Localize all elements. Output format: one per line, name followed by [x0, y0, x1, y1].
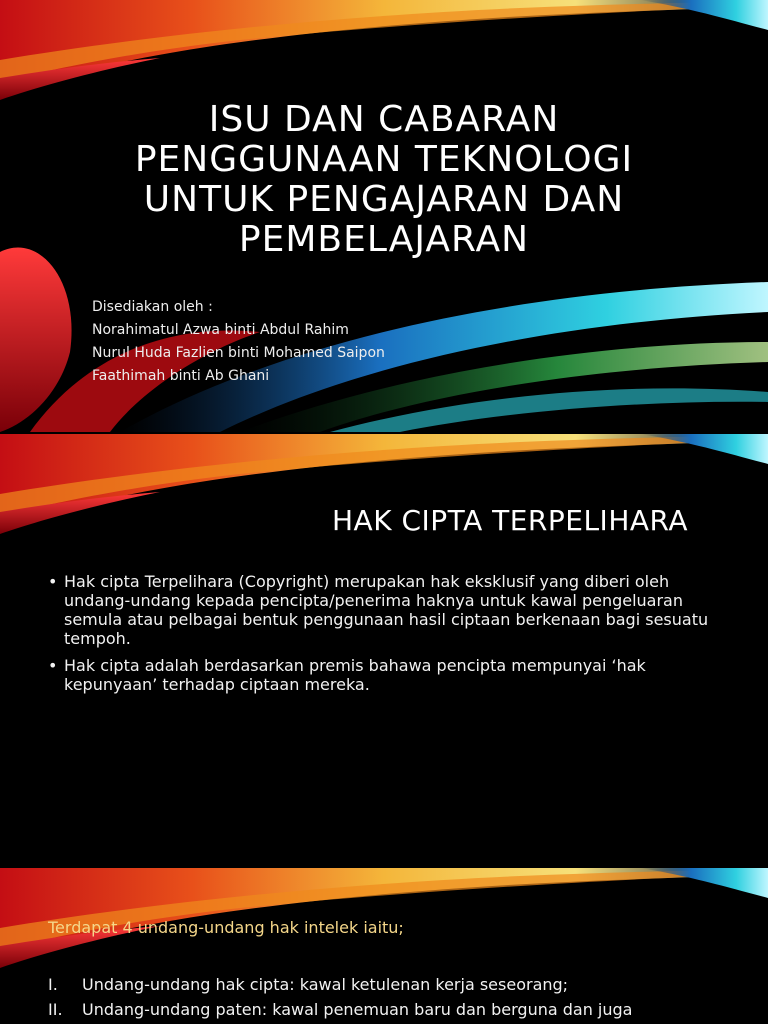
list-item: • Hak cipta adalah berdasarkan premis bahawa pencipta mempunyai ‘hak kepunyaan’ terhadap ciptaan mereka.	[48, 656, 728, 694]
swoosh-top-decoration	[0, 0, 768, 100]
author-name: Nurul Huda Fazlien binti Mohamed Saipon	[92, 345, 385, 361]
credits-label: Disediakan oleh :	[92, 299, 213, 315]
author-name: Faathimah binti Ab Ghani	[92, 368, 270, 384]
list-number: II.	[48, 1000, 63, 1019]
bullet-list	[48, 572, 728, 702]
slide-heading: HAK CIPTA TERPELIHARA	[331, 504, 688, 537]
intellectual-property-slide	[0, 868, 768, 1024]
list-text: Undang-undang paten: kawal penemuan baru dan berguna dan juga	[82, 1000, 633, 1019]
credits	[92, 296, 385, 388]
list-text: Undang-undang hak cipta: kawal ketulenan kerja seseorang;	[82, 975, 569, 994]
list-number: I.	[48, 975, 58, 994]
author-name: Norahimatul Azwa binti Abdul Rahim	[92, 322, 349, 338]
numbered-list	[48, 972, 748, 1022]
list-item	[48, 997, 748, 1022]
title-slide	[0, 0, 768, 432]
presentation-title: ISU DAN CABARAN PENGGUNAAN TEKNOLOGI UNTUK PENGAJARAN DAN PEMBELAJARAN	[134, 99, 634, 260]
slide-intro: Terdapat 4 undang-undang hak intelek iaitu;	[48, 918, 404, 937]
copyright-slide	[0, 434, 768, 866]
list-item: • Hak cipta Terpelihara (Copyright) merupakan hak eksklusif yang diberi oleh undang-undang kepada pencipta/penerima haknya untuk kawal pengeluaran semula atau pelbagai bentuk penggunaan hasil ciptaan berkenaan bagi sesuatu tempoh.	[48, 572, 728, 648]
list-item	[48, 972, 748, 997]
